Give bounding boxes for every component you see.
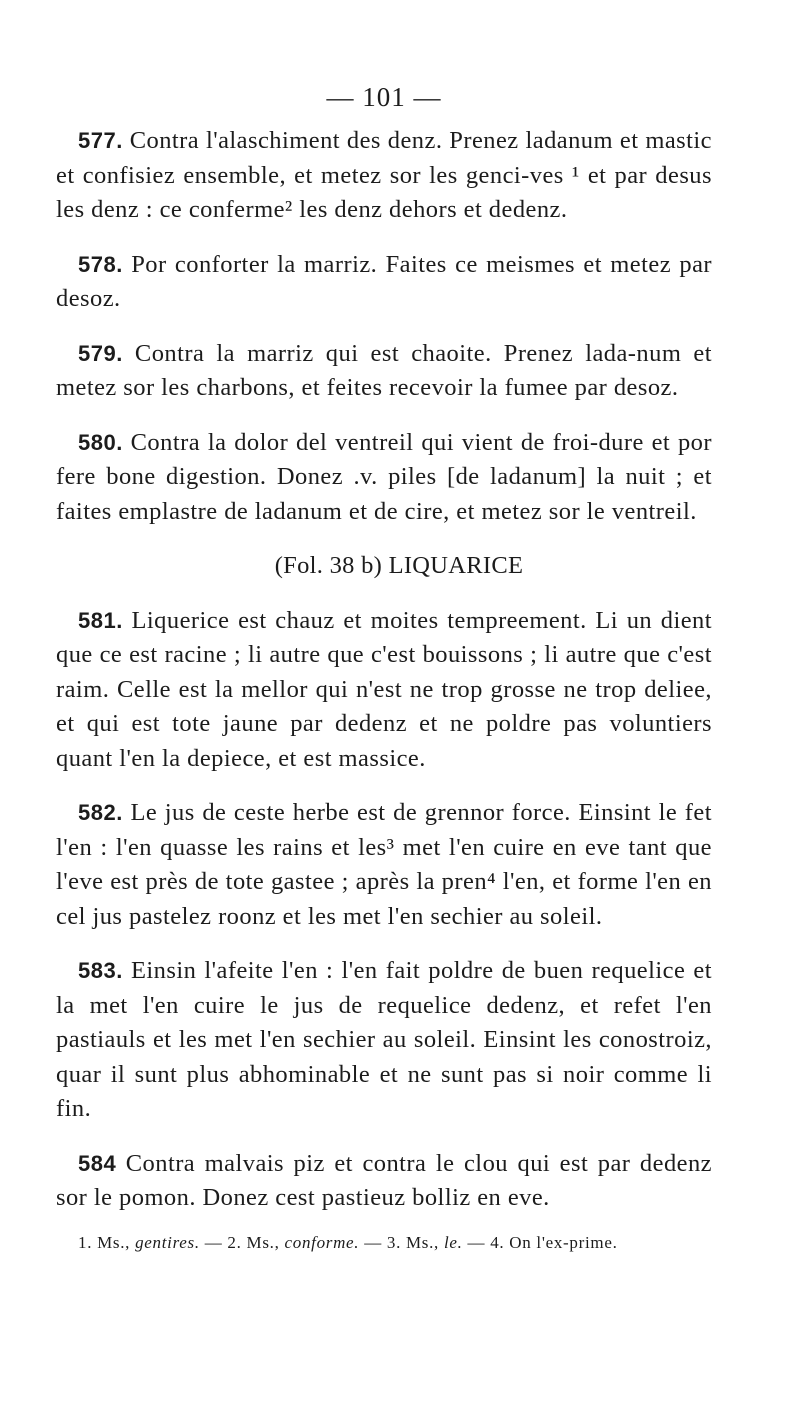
paragraph-number: 580.	[78, 429, 123, 455]
paragraph-text: Por conforter la marriz. Faites ce meismes et metez par desoz.	[56, 250, 713, 312]
section-heading: (Fol. 38 b) LIQUARICE	[274, 552, 524, 579]
paragraph-578	[56, 248, 712, 317]
paragraph-number: 579.	[78, 340, 123, 366]
paragraph-number: 583.	[78, 958, 123, 983]
paragraph-text: Einsin l'afeite l'en : l'en fait poldre de buen requelice et la met l'en cuire le jus de requelice dedenz, et refet l'en pastiauls et les met l'en sechier au soleil. Einsint les conostroiz, quar il sunt plus abhominable et ne sunt pas si noir comme li fin.	[56, 957, 712, 1122]
paragraph-584	[56, 1147, 712, 1216]
paragraph-577	[56, 124, 712, 228]
paragraph-583	[56, 954, 712, 1127]
paragraph-number: 584	[78, 1150, 117, 1176]
paragraph-text: Contra la dolor del ventreil qui vient de froi-dure et por fere bone digestion. Donez .v. piles [de ladanum] la nuit ; et faites emplastre de ladanum et de cire, et metez sor le ventreil.	[56, 428, 712, 525]
paragraph-number: 577.	[78, 128, 123, 153]
paragraph-579	[56, 337, 712, 406]
paragraph-number: 581.	[78, 607, 123, 633]
footnote-1-label: 1. Ms.,	[78, 1232, 131, 1252]
paragraph-text: Contra l'alaschiment des denz. Prenez ladanum et mastic et confisiez ensemble, et metez sor les genci-ves ¹ et par desus les denz : ce conferme² les denz dehors et dedenz.	[56, 127, 712, 223]
footnote-2-value: conforme.	[284, 1232, 360, 1252]
paragraph-580	[56, 426, 712, 530]
paragraph-581	[56, 604, 712, 777]
footnote-4: — 4. On l'ex-prime.	[467, 1232, 618, 1252]
footnote-3-label: — 3. Ms.,	[364, 1232, 440, 1252]
paragraph-582	[56, 796, 712, 934]
page-number: — 101 —	[326, 82, 442, 112]
paragraph-number: 582.	[78, 800, 123, 825]
footnote-3-value: le.	[443, 1232, 463, 1252]
body-text	[56, 124, 712, 1255]
footnotes	[56, 1230, 712, 1255]
paragraph-text: Contra malvais piz et contra le clou qui est par dedenz sor le pomon. Donez cest pastieuz bolliz en eve.	[56, 1149, 712, 1211]
paragraph-text: Contra la marriz qui est chaoite. Prenez lada-num et metez sor les charbons, et feites recevoir la fumee par desoz.	[56, 339, 712, 401]
paragraph-text: Liquerice est chauz et moites tempreement. Li un dient que ce est racine ; li autre que c'est bouissons ; li autre que c'est raim. Celle est la mellor qui n'est ne trop grosse ne trop deliee, et qui est tote jaune par dedenz et ne poldre pas voluntiers quant l'en la depiece, et est massice.	[56, 606, 713, 772]
paragraph-number: 578.	[78, 251, 123, 277]
footnote-1-value: gentires.	[135, 1232, 200, 1252]
footnote-2-label: — 2. Ms.,	[204, 1232, 280, 1252]
paragraph-text: Le jus de ceste herbe est de grennor force. Einsint le fet l'en : l'en quasse les rains et les³ met l'en cuire en eve tant que l'eve est près de tote gastee ; après la pren⁴ l'en, et forme l'en en cel jus pastelez roonz et les met l'en sechier au soleil.	[56, 799, 712, 930]
